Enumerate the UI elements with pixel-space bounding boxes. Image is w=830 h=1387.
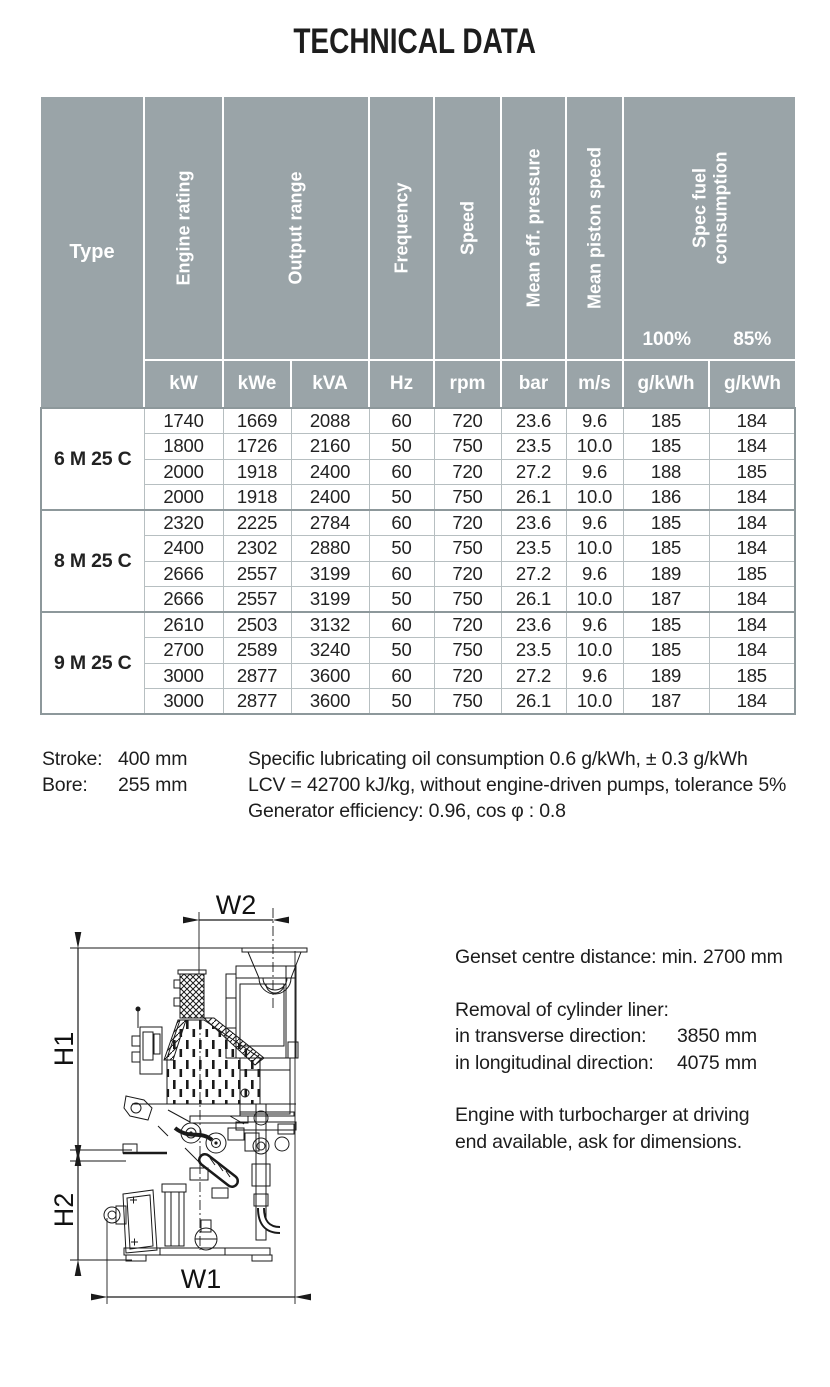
value-cell: 2160 [291,434,369,460]
note-lcv: LCV = 42700 kJ/kg, without engine-driven pumps, tolerance 5% [248,774,787,796]
value-cell: 187 [623,587,709,613]
value-cell: 2000 [144,459,223,485]
value-cell: 2320 [144,510,223,536]
value-cell: 189 [623,663,709,689]
pumps-and-piping [132,1089,296,1198]
value-cell: 50 [369,689,434,715]
value-cell: 750 [434,689,501,715]
value-cell: 2877 [223,663,291,689]
unit-hz: Hz [369,360,434,408]
value-cell: 2557 [223,561,291,587]
table-row [41,459,795,485]
value-cell: 60 [369,663,434,689]
value-cell: 185 [623,638,709,664]
value-cell: 750 [434,536,501,562]
stroke-label: Stroke: [42,748,103,770]
unit-kwe: kWe [223,360,291,408]
table-header [41,97,795,408]
value-cell: 184 [709,587,795,613]
value-cell: 10.0 [566,587,623,613]
value-cell: 10.0 [566,485,623,511]
header-output-range [223,97,369,360]
value-cell: 1740 [144,408,223,434]
note-generator-efficiency: Generator efficiency: 0.96, cos φ : 0.8 [248,800,566,822]
spec-fuel-line2: consumption [709,151,730,265]
header-engine-rating-label: Engine rating [173,170,194,286]
value-cell: 60 [369,510,434,536]
value-cell: 185 [709,561,795,587]
table-row [41,638,795,664]
value-cell: 3600 [291,689,369,715]
value-cell: 2610 [144,612,223,638]
bore-label: Bore: [42,774,88,796]
value-cell: 750 [434,587,501,613]
value-cell: 10.0 [566,434,623,460]
turbocharger-note-line2: end available, ask for dimensions. [455,1130,742,1153]
bore-line [42,772,187,798]
value-cell: 188 [623,459,709,485]
value-cell: 10.0 [566,638,623,664]
unit-gkwh-85: g/kWh [709,360,795,408]
header-type [41,97,144,408]
value-cell: 26.1 [501,689,566,715]
value-cell: 185 [623,612,709,638]
header-mean-piston-speed [566,97,623,360]
cylinder-liner-removal [455,997,805,1077]
oil-tank [104,1190,157,1253]
value-cell: 9.6 [566,459,623,485]
value-cell: 50 [369,536,434,562]
units-row [41,360,795,408]
value-cell: 184 [709,485,795,511]
value-cell: 26.1 [501,587,566,613]
removal-longitudinal-row [455,1050,805,1077]
consumption-notes [248,746,786,824]
value-cell: 2302 [223,536,291,562]
value-cell: 1726 [223,434,291,460]
value-cell: 27.2 [501,561,566,587]
value-cell: 184 [709,510,795,536]
value-cell: 9.6 [566,663,623,689]
value-cell: 2877 [223,689,291,715]
value-cell: 23.5 [501,638,566,664]
value-cell: 23.6 [501,510,566,536]
value-cell: 60 [369,612,434,638]
unit-bar: bar [501,360,566,408]
centre-cylinder [162,1184,217,1250]
load-85-label: 85% [733,329,772,350]
unit-rpm: rpm [434,360,501,408]
mounting-flange [123,1144,167,1153]
value-cell: 50 [369,587,434,613]
value-cell: 185 [623,536,709,562]
value-cell: 2666 [144,587,223,613]
header-speed [434,97,501,360]
value-cell: 2700 [144,638,223,664]
value-cell: 2503 [223,612,291,638]
value-cell: 720 [434,510,501,536]
removal-longitudinal-value: 4075 mm [677,1051,757,1074]
value-cell: 720 [434,612,501,638]
value-cell: 184 [709,536,795,562]
header-frequency [369,97,434,360]
w2-dimension-label: W2 [215,890,257,920]
value-cell: 2000 [144,485,223,511]
value-cell: 9.6 [566,408,623,434]
bore-stroke-notes [42,746,187,798]
table-row [41,485,795,511]
value-cell: 1918 [223,459,291,485]
header-mean-eff-pressure-label: Mean eff. pressure [523,148,544,308]
bore-value: 255 mm [118,774,188,796]
value-cell: 2880 [291,536,369,562]
table-row [41,587,795,613]
value-cell: 1669 [223,408,291,434]
value-cell: 184 [709,434,795,460]
value-cell: 1800 [144,434,223,460]
turbocharger-note [455,1102,805,1155]
value-cell: 2784 [291,510,369,536]
value-cell: 189 [623,561,709,587]
unit-kva: kVA [291,360,369,408]
note-oil-consumption: Specific lubricating oil consumption 0.6 g/kWh, ± 0.3 g/kWh [248,748,748,770]
header-spec-fuel-label [689,83,730,333]
value-cell: 1918 [223,485,291,511]
right-valve-column [236,1104,296,1240]
value-cell: 9.6 [566,561,623,587]
header-mean-eff-pressure [501,97,566,360]
value-cell: 60 [369,408,434,434]
engine-cross-section-figure [40,878,430,1318]
value-cell: 10.0 [566,689,623,715]
technical-data-table [40,97,796,715]
value-cell: 184 [709,638,795,664]
title-block [0,22,830,62]
value-cell: 9.6 [566,612,623,638]
value-cell: 184 [709,612,795,638]
value-cell: 185 [709,663,795,689]
value-cell: 2400 [291,485,369,511]
table-row [41,689,795,715]
value-cell: 23.5 [501,434,566,460]
value-cell: 3199 [291,561,369,587]
value-cell: 3000 [144,689,223,715]
left-accessory-box [124,1007,162,1121]
spec-fuel-line1: Spec fuel [688,167,709,249]
engine-type-cell: 9 M 25 C [41,612,144,714]
value-cell: 10.0 [566,536,623,562]
value-cell: 2400 [291,459,369,485]
value-cell: 187 [623,689,709,715]
value-cell: 3199 [291,587,369,613]
header-frequency-label: Frequency [391,182,412,274]
stroke-line [42,746,187,772]
header-engine-rating [144,97,223,360]
page-title: TECHNICAL DATA [293,22,537,61]
value-cell: 185 [623,510,709,536]
value-cell: 9.6 [566,510,623,536]
engine-drawing [40,878,430,1323]
value-cell: 50 [369,638,434,664]
header-mean-piston-speed-label: Mean piston speed [584,146,605,310]
h2-dimension-label: H2 [49,1192,80,1228]
value-cell: 2088 [291,408,369,434]
value-cell: 3000 [144,663,223,689]
value-cell: 3132 [291,612,369,638]
value-cell: 23.6 [501,612,566,638]
value-cell: 2400 [144,536,223,562]
value-cell: 750 [434,434,501,460]
turbocharger-note-line1: Engine with turbocharger at driving [455,1104,750,1126]
value-cell: 750 [434,638,501,664]
header-output-range-label: Output range [285,171,306,285]
value-cell: 185 [709,459,795,485]
value-cell: 184 [709,408,795,434]
base-frame [124,1248,272,1261]
table-row [41,561,795,587]
value-cell: 185 [623,408,709,434]
table-row [41,663,795,689]
engine-type-cell: 6 M 25 C [41,408,144,510]
value-cell: 23.6 [501,408,566,434]
header-speed-label: Speed [457,200,478,256]
value-cell: 3600 [291,663,369,689]
value-cell: 3240 [291,638,369,664]
removal-longitudinal-label: in longitudinal direction: [455,1051,654,1074]
value-cell: 2589 [223,638,291,664]
value-cell: 27.2 [501,663,566,689]
exhaust-funnel [242,948,307,994]
value-cell: 2666 [144,561,223,587]
removal-title: Removal of cylinder liner: [455,998,669,1021]
value-cell: 23.5 [501,536,566,562]
value-cell: 50 [369,434,434,460]
value-cell: 750 [434,485,501,511]
value-cell: 720 [434,663,501,689]
table-body [41,408,795,714]
unit-ms: m/s [566,360,623,408]
table-row [41,536,795,562]
value-cell: 27.2 [501,459,566,485]
engine-type-cell: 8 M 25 C [41,510,144,612]
header-spec-fuel [623,97,795,360]
dimension-info [455,944,805,1181]
table-row [41,408,795,434]
w1-dimension-label: W1 [180,1264,222,1294]
air-filter [174,970,206,1018]
value-cell: 50 [369,485,434,511]
value-cell: 2225 [223,510,291,536]
table-row [41,434,795,460]
value-cell: 720 [434,561,501,587]
load-percent-row [624,329,795,351]
h1-dimension-label: H1 [49,1031,80,1067]
value-cell: 185 [623,434,709,460]
value-cell: 60 [369,459,434,485]
value-cell: 60 [369,561,434,587]
unit-kw: kW [144,360,223,408]
table-row [41,612,795,638]
value-cell: 720 [434,408,501,434]
removal-transverse-value: 3850 mm [677,1025,757,1047]
removal-transverse-row [455,1023,805,1050]
genset-distance-note: Genset centre distance: min. 2700 mm [455,946,783,968]
unit-gkwh-100: g/kWh [623,360,709,408]
value-cell: 184 [709,689,795,715]
load-100-label: 100% [642,329,692,350]
value-cell: 186 [623,485,709,511]
value-cell: 26.1 [501,485,566,511]
table-row [41,510,795,536]
stroke-value: 400 mm [118,748,188,770]
header-type-label: Type [69,240,115,263]
removal-transverse-label: in transverse direction: [455,1025,647,1047]
value-cell: 720 [434,459,501,485]
value-cell: 2557 [223,587,291,613]
